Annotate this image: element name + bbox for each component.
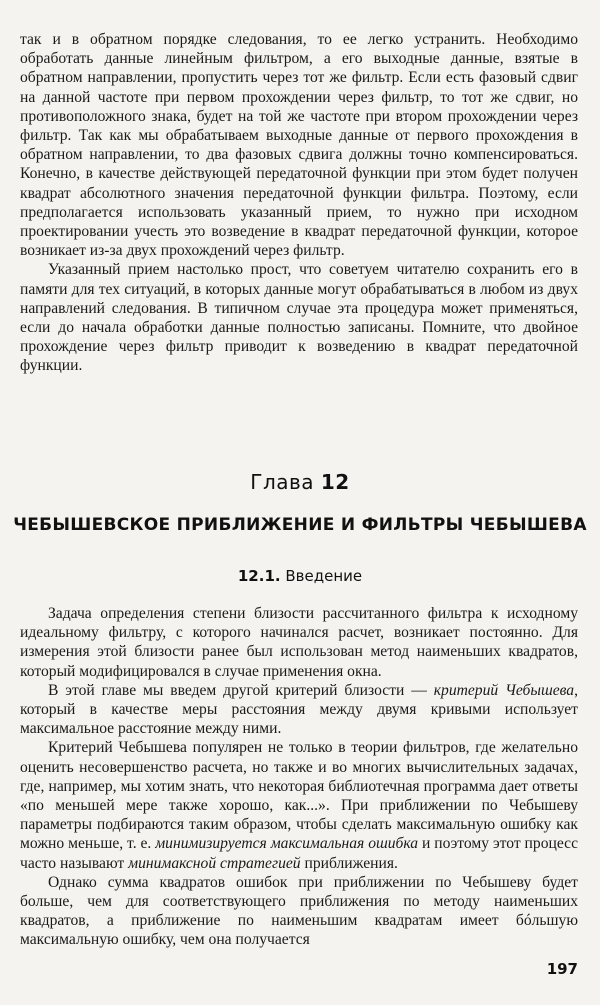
intro-paragraph-1: Задача определения степени близости рассчитанного фильтра к исходному идеальному фильтру, с которого начинался расчет, возникает постоянно. Для измерения этой близости ранее был использован метод наименьших квадратов, который модифицировался в случае применения окна. — [20, 605, 578, 680]
chapter-title — [0, 470, 600, 494]
intro-paragraph-2 — [20, 681, 578, 739]
paragraph-continuation: так и в обратном порядке следования, то ее легко устранить. Необходимо обработать данные линейным фильтром, а его выходные данные, взятые в обратном направлении, пропустить через тот же фильтр. Если есть фазовый сдвиг на данной частоте при первом прохождении через фильтр, то тот же сдвиг, но противоположного знака, будет на той же частоте при втором прохождении через фильтр. Так как мы обрабатываем выходные данные от первого прохождения в обратном направлении, то два фазовых сдвига должны точно компенсироваться. Конечно, в качестве действующей передаточной функции при этом будет получен квадрат абсолютного значения передаточной функции фильтра. Поэтому, если предполагается использовать указанный прием, то нужно при исходном проектировании учесть это возведение в квадрат передаточной функции, которое возникает из-за двух прохождений через фильтр. — [20, 31, 578, 260]
section-number: 12.1. — [237, 567, 281, 585]
intro-p2-text-a: В этой главе мы введем другой критерий близости — — [48, 681, 434, 699]
section-name: Введение — [285, 567, 363, 585]
intro-p3-text-a: Критерий Чебышева популярен не только в теории фильтров, где желательно оценить несовершенство расчета, но также и во многих вычислительных задачах, где, например, мы хотим знать, что некоторая библиотечная программа дает ответы «по меньшей мере также хорошо, как...». При приближении по Чебышеву параметры подбираются таким образом, чтобы сделать максимальную ошибку как можно меньше, т. е. — [20, 739, 578, 853]
intro-text-block — [20, 604, 578, 950]
intro-p3-emphasis-1: минимизируется максимальная ошибка — [155, 835, 419, 853]
chapter-number: 12 — [320, 470, 350, 494]
chapter-heading: ЧЕБЫШЕВСКОЕ ПРИБЛИЖЕНИЕ И ФИЛЬТРЫ ЧЕБЫШЕВА — [13, 515, 587, 535]
section-title — [0, 567, 600, 585]
intro-p2-text-b: , который в качестве меры расстояния между двумя кривыми использует максимальное расстояние между ними. — [20, 681, 578, 738]
page-number: 197 — [546, 960, 578, 978]
intro-paragraph-4: Однако сумма квадратов ошибок при приближении по Чебышеву будет больше, чем для соответствующего приближения по методу наименьших квадратов, а приближение по наименьшим квадратам имеет бóльшую максимальную ошибку, чем она получается — [20, 873, 578, 949]
top-text-block — [20, 30, 578, 376]
intro-p3-text-b: и поэтому этот процесс часто называют — [20, 835, 578, 872]
chapter-label: Глава — [250, 470, 315, 494]
paragraph-tip: Указанный прием настолько прост, что советуем читателю сохранить его в памяти для тех ситуаций, в которых данные могут обрабатываться в любом из двух направлений следования. В типичном случае эта процедура может применяться, если до начала обработки данные полностью записаны. Помните, что двойное прохождение через фильтр приводит к возведению в квадрат передаточной функции. — [20, 261, 578, 375]
intro-paragraph-3 — [20, 738, 578, 872]
intro-p3-emphasis-2: минимаксной стратегией — [128, 854, 301, 872]
intro-p2-emphasis: критерий Чебышева — [433, 681, 575, 699]
intro-p3-text-c: приближения. — [300, 854, 398, 872]
